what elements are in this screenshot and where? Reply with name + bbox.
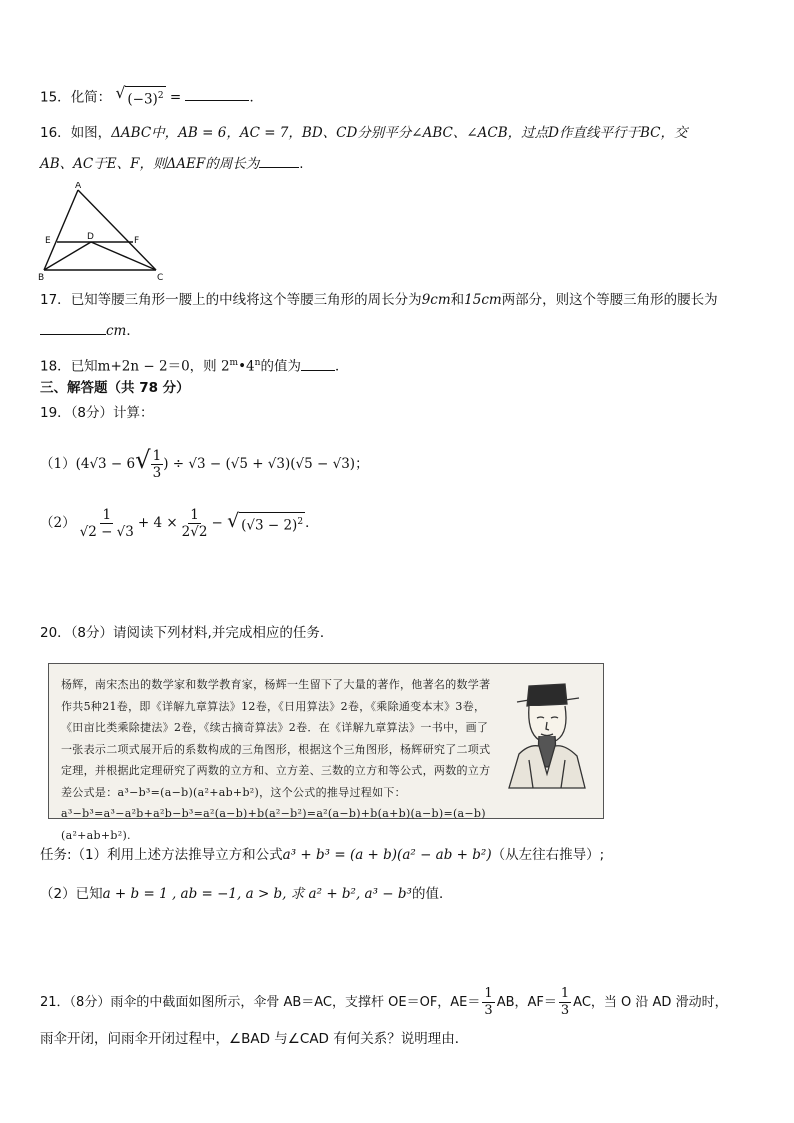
label-d: D [87, 232, 94, 242]
question-20-task-1: 任务:（1）利用上述方法推导立方和公式a³ + b³ = (a + b)(a² − ab + b²)（从左往右推导）; [40, 847, 605, 863]
question-20: 20．（8分）请阅读下列材料,并完成相应的任务． [40, 625, 334, 641]
question-21: 21．（8分）雨伞的中截面如图所示，伞骨 AB＝AC，支撑杆 OE＝OF，AE＝ $\frac{1}{3}$ AB，AF＝ $\frac{1}{3}$ AC，当 O 沿 AD 滑动时， [40, 986, 728, 1018]
question-text: 化简： [70, 89, 112, 106]
answer-blank [259, 153, 299, 168]
question-number: 19． [40, 405, 71, 421]
question-number: 18． [40, 358, 71, 375]
sqrt-expression: √ $(-3)^2$ [115, 84, 164, 108]
question-16-line-2: AB、AC于E、F，则ΔAEF的周长为 . [40, 153, 754, 175]
question-number: 21． [40, 995, 70, 1010]
question-15: 15．化简： √ $(-3)^2$ = ． [40, 84, 263, 108]
question-20-task-2: （2）已知a + b = 1 , ab = −1, a > b, 求 a² + b², a³ − b³的值． [40, 886, 453, 902]
question-17: 17．已知等腰三角形一腰上的中线将这个等腰三角形的周长分为9cm和15cm两部分，则这个等腰三角形的腰长为 [40, 292, 718, 308]
section-heading: 三、解答题（共 78 分） [40, 380, 190, 396]
question-17-line-2: cm． [40, 320, 754, 342]
answer-blank [40, 320, 106, 335]
question-number: 16． [40, 125, 71, 141]
question-number: 17． [40, 292, 71, 308]
sum-of-cubes-formula: a³ + b³ = (a + b)(a² − ab + b²) [282, 847, 492, 863]
reading-material-box [48, 663, 604, 842]
question-number: 20． [40, 625, 71, 641]
label-b: B [38, 273, 45, 282]
question-19: 19．（8分）计算： [40, 405, 154, 421]
question-19-part-1: （1）(4√3 − 6 √ $\frac{1}{3}$ ) ÷ √3 − (√5 + √3)(√5 − √3)； [40, 445, 369, 481]
triangle-figure [36, 182, 172, 282]
yang-hui-portrait-icon [499, 674, 595, 790]
label-e: E [45, 236, 51, 246]
question-19-part-2: （2） $\frac{1}{√2 - √3}$ + 4 × $\frac{1}{2√2}$ − √ $(√3 - 2)^2$ ． [40, 507, 319, 540]
material-text: 杨辉，南宋杰出的数学家和数学教育家，杨辉一生留下了大量的著作，他著名的数学著作共5种21卷，即《详解九章算法》12卷，《日用算法》2卷，《乘除通变本末》3卷，《田亩比类乘除捷法》2卷，《续古摘奇算法》2卷．在《详解九章算法》一书中，画了一张表示二项式展开后的系数构成的三角图形，根据这个三角图形，杨辉研究了二项式定理，并根据此定理研究了两数的立方和、立方差、三数的立方和等公式，两数的立方差公式是：a³−b³=(a−b)(a²+ab+b²)，这个公式的推导过程如下：a³−b³=a³−a²b+a²b−b³=a²(a−b)+b(a²−b²)=a²(a−b)+b(a+b)(a−b)=(a−b)(a²+ab+b²). [61, 678, 491, 842]
question-21-line-2: 雨伞开闭，问雨伞开闭过程中，∠BAD 与∠CAD 有何关系？说明理由． [40, 1031, 469, 1047]
label-f: F [134, 236, 140, 246]
question-18: 18．已知m+2n − 2＝0，则 2$^m$•4$^n$的值为 ． [40, 352, 754, 378]
question-16: 16．如图，ΔABC中，AB = 6，AC = 7，BD、CD分别平分∠ABC、∠ACB，过点D作直线平行于BC，交 [40, 125, 688, 141]
question-number: 15． [40, 89, 71, 106]
label-a: A [75, 182, 82, 191]
label-c: C [157, 273, 164, 282]
answer-blank [185, 86, 249, 101]
answer-blank [301, 356, 335, 371]
